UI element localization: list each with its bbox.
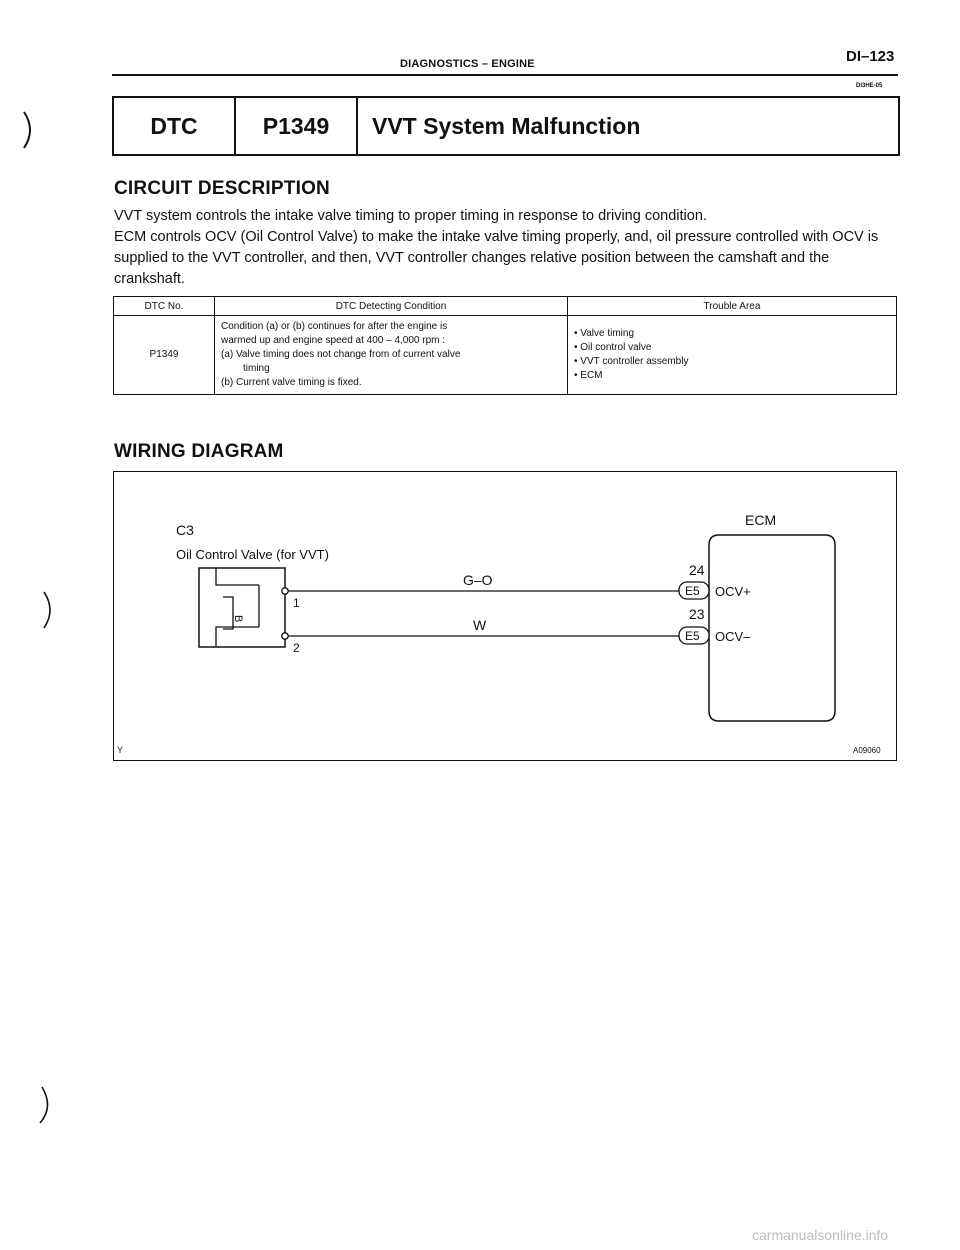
condition-line: warmed up and engine speed at 400 – 4,000 rpm : — [221, 335, 446, 346]
circuit-description-heading: CIRCUIT DESCRIPTION — [114, 178, 330, 199]
trouble-area-item: • ECM — [574, 370, 603, 381]
condition-line: (a) Valve timing does not change from of current valve — [221, 349, 461, 360]
binding-mark-3 — [38, 1085, 58, 1125]
wire-color-w: W — [473, 617, 487, 633]
component-color-code: B — [232, 615, 244, 623]
ocv-pin-2-label: 2 — [293, 641, 300, 655]
ocv-pin-1-label: 1 — [293, 596, 300, 610]
condition-line: (b) Current valve timing is fixed. — [221, 377, 362, 388]
connector-e5-bottom-label: E5 — [685, 629, 700, 643]
document-code: DI3HE-05 — [856, 83, 883, 89]
condition-line: Condition (a) or (b) continues for after the engine is — [221, 321, 448, 332]
description-paragraph-1: VVT system controls the intake valve timing to proper timing in response to driving condition. — [114, 208, 707, 224]
corner-mark: Y — [117, 745, 124, 755]
cell-detecting-condition — [215, 316, 568, 395]
circuit-description — [114, 206, 900, 290]
component-name: Oil Control Valve (for VVT) — [176, 547, 329, 562]
terminal-ocv-minus: OCV– — [715, 629, 751, 644]
header-detecting-condition: DTC Detecting Condition — [215, 297, 568, 316]
page-title: VVT System Malfunction — [372, 112, 641, 139]
trouble-area-item: • Oil control valve — [574, 342, 652, 353]
figure-id: A09060 — [853, 746, 881, 755]
ecm-box — [709, 535, 835, 721]
description-paragraph-2: ECM controls OCV (Oil Control Valve) to make the intake valve timing properly, and, oil pressure controlled with OCV is supplied to the VVT controller, and then, VVT controller changes relative position between the camshaft and the crankshaft. — [114, 229, 879, 287]
table-header-row — [114, 297, 897, 316]
ecm-pin-24: 24 — [689, 562, 705, 578]
condition-line: timing — [243, 363, 270, 374]
ecm-label: ECM — [745, 512, 777, 528]
title-box — [112, 96, 900, 156]
cell-trouble-area — [568, 316, 897, 395]
ecm-pin-23: 23 — [689, 606, 705, 622]
dtc-code: P1349 — [236, 98, 358, 154]
dtc-table — [113, 296, 897, 395]
page-number: DI–123 — [846, 48, 895, 65]
oil-control-valve-symbol — [199, 568, 288, 647]
trouble-area-item: • VVT controller assembly — [574, 356, 689, 367]
cell-dtc-no: P1349 — [114, 316, 215, 395]
table-row — [114, 316, 897, 395]
binding-mark-2 — [40, 590, 60, 630]
watermark: carmanualsonline.info — [752, 1227, 889, 1243]
binding-mark-1 — [20, 110, 40, 150]
header-section: DIAGNOSTICS – ENGINE — [400, 58, 535, 70]
header-dtc-no: DTC No. — [114, 297, 215, 316]
wire-color-g-o: G–O — [463, 572, 493, 588]
wiring-diagram-heading: WIRING DIAGRAM — [114, 441, 284, 462]
dtc-label: DTC — [114, 98, 236, 154]
header-trouble-area: Trouble Area — [568, 297, 897, 316]
terminal-ocv-plus: OCV+ — [715, 584, 751, 599]
header-rule — [112, 74, 898, 76]
connector-e5-top-label: E5 — [685, 584, 700, 598]
trouble-area-item: • Valve timing — [574, 328, 635, 339]
wiring-diagram — [113, 471, 897, 761]
component-id: C3 — [176, 522, 194, 538]
